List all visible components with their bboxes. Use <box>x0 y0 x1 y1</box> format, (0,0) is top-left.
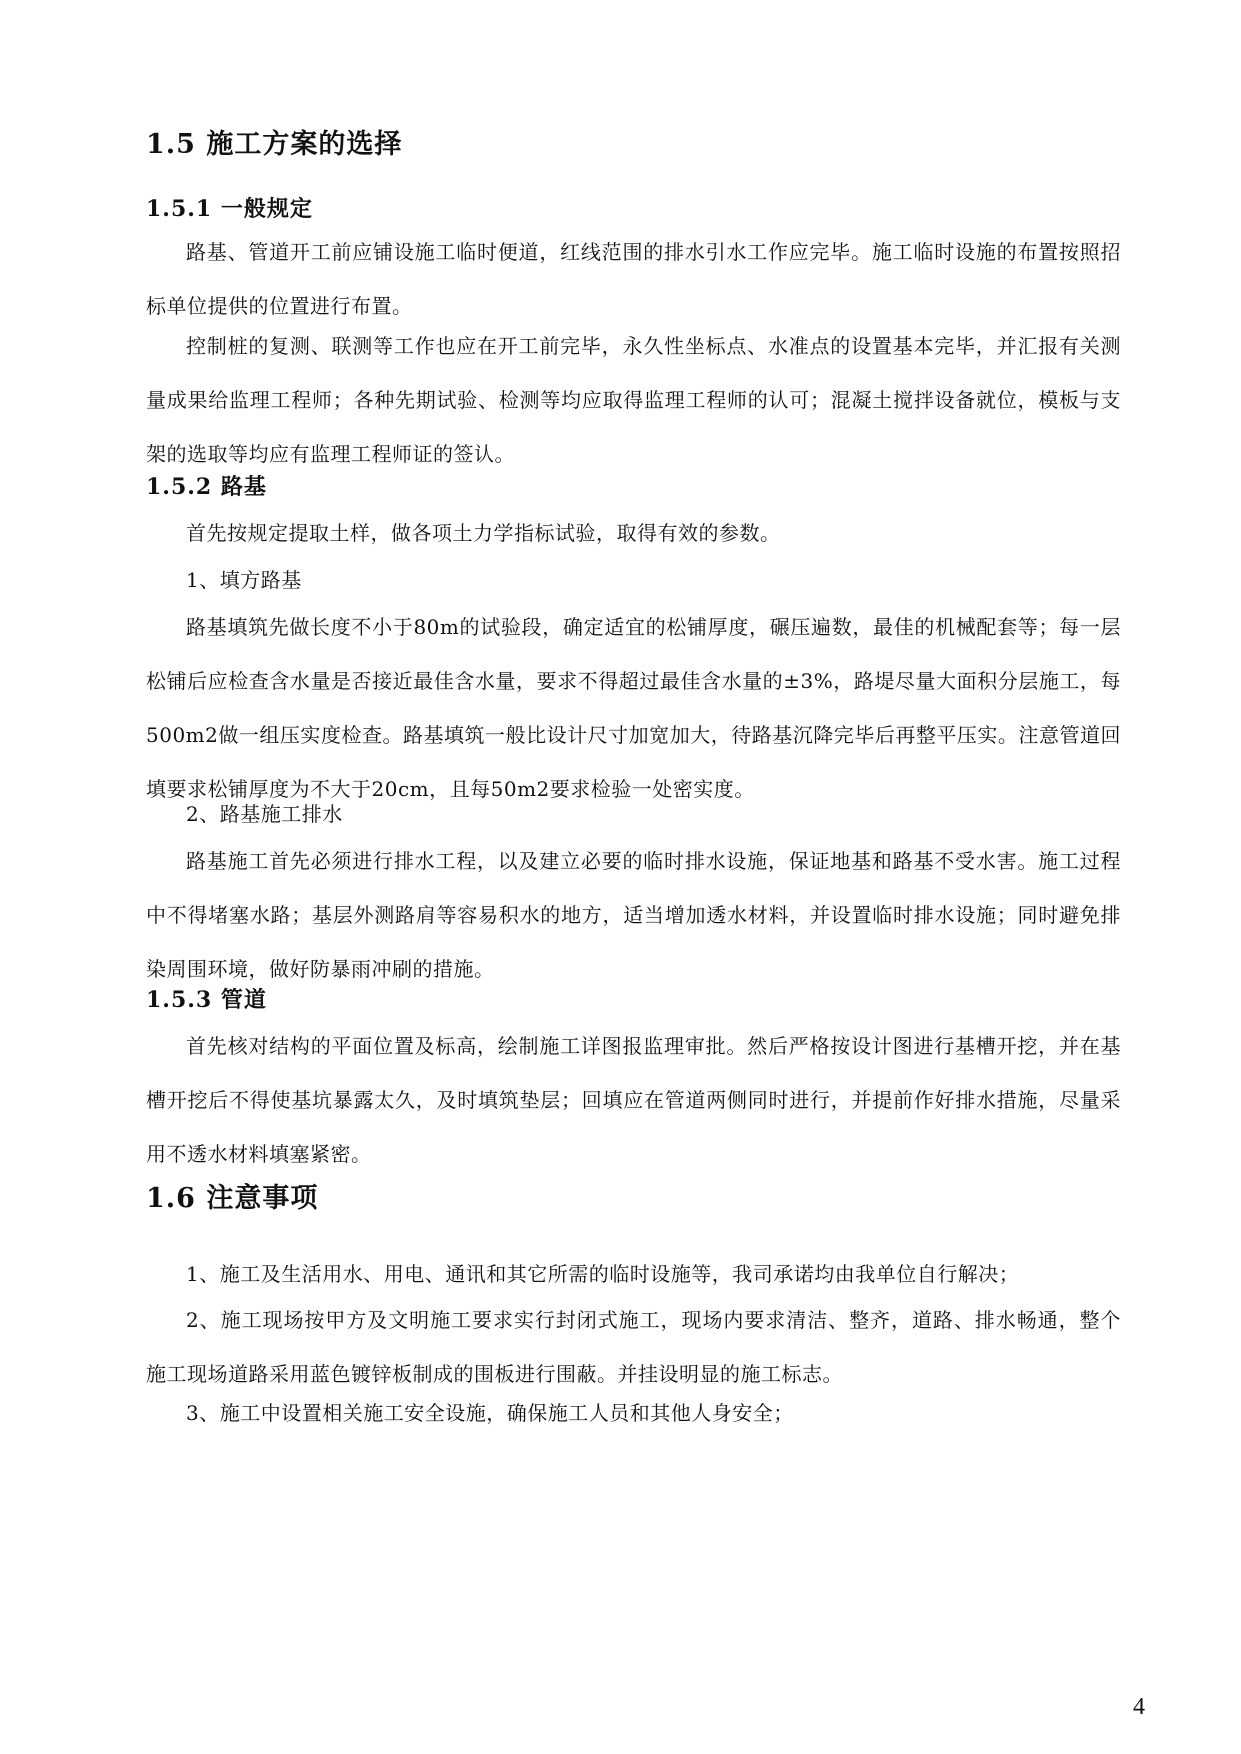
subsection-heading-1-5-1: 1.5.1 一般规定 <box>146 196 313 222</box>
list-item: 2、施工现场按甲方及文明施工要求实行封闭式施工，现场内要求清洁、整齐，道路、排水畅通，整个施工现场道路采用蓝色镀锌板制成的围板进行围蔽。并挂设明显的施工标志。 <box>146 1308 1121 1386</box>
paragraph: 路基施工首先必须进行排水工程，以及建立必要的临时排水设施，保证地基和路基不受水害。施工过程中不得堵塞水路；基层外测路肩等容易积水的地方，适当增加透水材料，并设置临时排水设施；同时避免排染周围环境，做好防暴雨冲刷的措施。 <box>146 849 1121 981</box>
paragraph: 路基填筑先做长度不小于80m的试验段，确定适宜的松铺厚度，碾压遍数，最佳的机械配套等；每一层松铺后应检查含水量是否接近最佳含水量，要求不得超过最佳含水量的±3%，路堤尽量大面积分层施工，每500m2做一组压实度检查。路基填筑一般比设计尺寸加宽加大，待路基沉降完毕后再整平压实。注意管道回填要求松铺厚度为不大于20cm，且每50m2要求检验一处密实度。 <box>146 615 1121 801</box>
paragraph: 首先核对结构的平面位置及标高，绘制施工详图报监理审批。然后严格按设计图进行基槽开挖，并在基槽开挖后不得使基坑暴露太久，及时填筑垫层；回填应在管道两侧同时进行，并提前作好排水措施，尽量采用不透水材料填塞紧密。 <box>146 1034 1121 1166</box>
list-item-title: 1、填方路基 <box>186 568 302 592</box>
section-heading-1-5: 1.5 施工方案的选择 <box>146 129 403 160</box>
list-item: 1、施工及生活用水、用电、通讯和其它所需的临时设施等，我司承诺均由我单位自行解决； <box>186 1262 1020 1286</box>
list-item-title: 2、路基施工排水 <box>186 802 343 826</box>
subsection-heading-1-5-3: 1.5.3 管道 <box>146 987 267 1013</box>
list-item: 3、施工中设置相关施工安全设施，确保施工人员和其他人身安全； <box>186 1401 794 1425</box>
page-number: 4 <box>1133 1694 1145 1720</box>
paragraph: 路基、管道开工前应铺设施工临时便道，红线范围的排水引水工作应完毕。施工临时设施的布置按照招标单位提供的位置进行布置。 <box>146 240 1121 318</box>
paragraph: 控制桩的复测、联测等工作也应在开工前完毕，永久性坐标点、水准点的设置基本完毕，并汇报有关测量成果给监理工程师；各种先期试验、检测等均应取得监理工程师的认可；混凝土搅拌设备就位，模板与支架的选取等均应有监理工程师证的签认。 <box>146 334 1121 466</box>
section-heading-1-6: 1.6 注意事项 <box>146 1183 319 1214</box>
paragraph: 首先按规定提取土样，做各项土力学指标试验，取得有效的参数。 <box>186 521 781 545</box>
subsection-heading-1-5-2: 1.5.2 路基 <box>146 474 267 500</box>
